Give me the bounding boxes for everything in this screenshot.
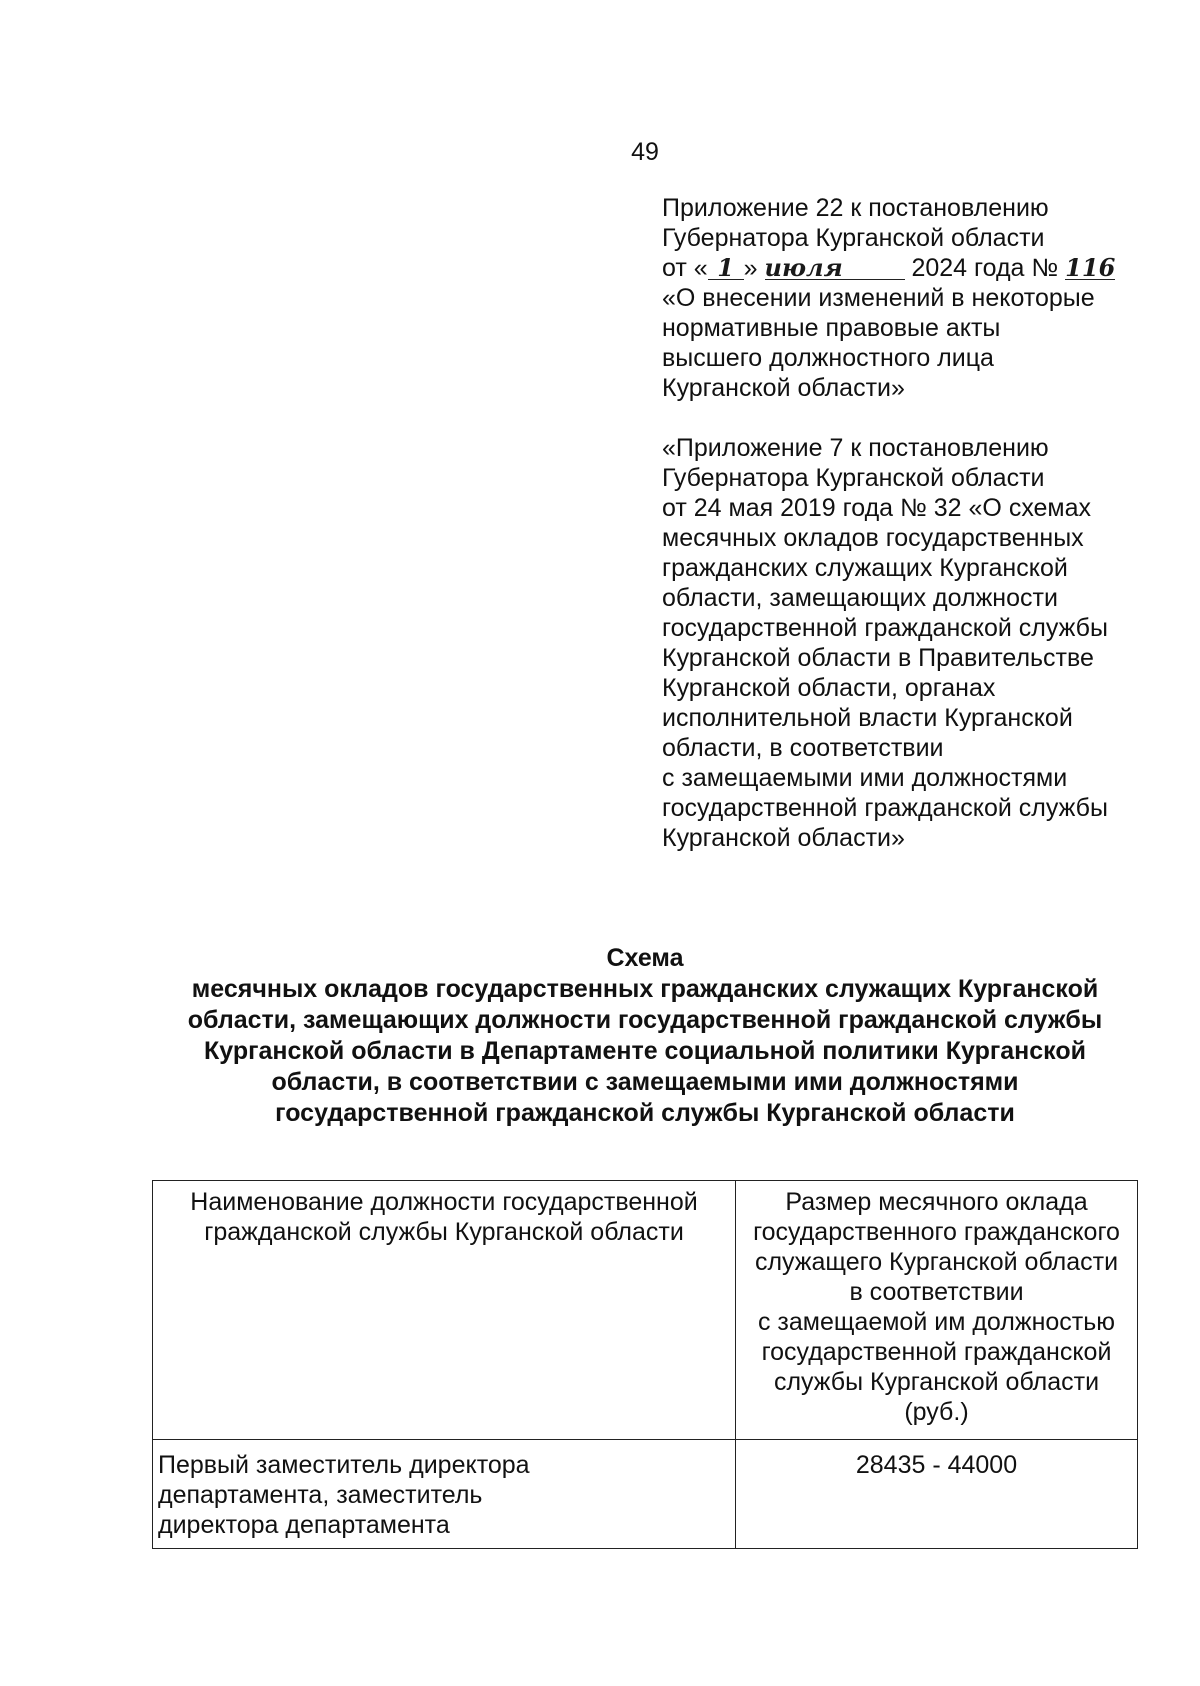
quoted-annex-line-1: «Приложение 7 к постановлению xyxy=(662,434,1049,462)
date-month-handwritten xyxy=(764,253,905,282)
quoted-annex-line-5: гражданских служащих Курганской xyxy=(662,554,1068,582)
row-name-line-2: департамента, заместитель xyxy=(158,1481,483,1509)
quoted-annex-line-12: с замещаемыми ими должностями xyxy=(662,764,1068,792)
date-year-text: 2024 года № xyxy=(911,254,1059,282)
annex-title-line-1: «О внесении изменений в некоторые xyxy=(662,284,1095,312)
quoted-annex-line-7: государственной гражданской службы xyxy=(662,614,1108,642)
header-salary-line-3: служащего Курганской области xyxy=(754,1248,1119,1276)
header-position-name xyxy=(153,1181,736,1440)
annex-title-line-2: нормативные правовые акты xyxy=(662,314,1001,342)
header-salary-line-1: Размер месячного оклада xyxy=(785,1188,1088,1216)
number-value: 116 xyxy=(1065,253,1116,282)
salary-table-wrapper xyxy=(152,1180,1138,1549)
annex-date-line xyxy=(662,253,1182,283)
row-position-name xyxy=(153,1440,736,1549)
quoted-annex-line-2: Губернатора Курганской области xyxy=(662,464,1045,492)
quoted-annex-line-11: области, в соответствии xyxy=(662,734,944,762)
header-salary xyxy=(736,1181,1138,1440)
heading-line-1: Схема xyxy=(606,944,684,972)
header-salary-line-4: в соответствии xyxy=(849,1278,1024,1306)
page-number: 49 xyxy=(631,138,659,166)
annex-title-line-4: Курганской области» xyxy=(662,374,905,402)
table-header-row xyxy=(153,1181,1138,1440)
quoted-annex-line-10: исполнительной власти Курганской xyxy=(662,704,1073,732)
row-name-line-1: Первый заместитель директора xyxy=(158,1451,530,1479)
table-row xyxy=(153,1440,1138,1549)
salary-table xyxy=(152,1180,1138,1549)
quoted-annex-line-3: от 24 мая 2019 года № 32 «О схемах xyxy=(662,494,1092,522)
scheme-heading xyxy=(150,943,1140,1129)
header-salary-line-2: государственного гражданского xyxy=(753,1218,1120,1246)
quoted-annex-line-8: Курганской области в Правительстве xyxy=(662,644,1094,672)
number-handwritten xyxy=(1065,253,1116,282)
quoted-annex-line-9: Курганской области, органах xyxy=(662,674,996,702)
row-name-line-3: директора департамента xyxy=(158,1511,450,1539)
row-salary-value: 28435 - 44000 xyxy=(736,1440,1138,1549)
annex-block xyxy=(662,193,1182,853)
date-mid: » xyxy=(743,254,758,282)
quoted-annex-line-4: месячных окладов государственных xyxy=(662,524,1084,552)
header-name-line-2: гражданской службы Курганской области xyxy=(204,1218,684,1246)
header-salary-line-5: с замещаемой им должностью xyxy=(757,1308,1116,1336)
heading-line-4: Курганской области в Департаменте социальной политики Курганской xyxy=(204,1037,1086,1065)
header-name-line-1: Наименование должности государственной xyxy=(190,1188,698,1216)
annex-title-line-3: высшего должностного лица xyxy=(662,344,994,372)
heading-line-6: государственной гражданской службы Курганской области xyxy=(275,1099,1015,1127)
heading-line-5: области, в соответствии с замещаемыми ими должностями xyxy=(271,1068,1019,1096)
date-day-handwritten xyxy=(708,253,744,282)
quoted-annex-line-13: государственной гражданской службы xyxy=(662,794,1108,822)
date-day-value: 1 xyxy=(717,253,734,282)
date-prefix: от « xyxy=(662,254,708,282)
quoted-annex-line-14: Курганской области» xyxy=(662,824,905,852)
header-salary-line-7: службы Курганской области xyxy=(773,1368,1100,1396)
quoted-annex-line-6: области, замещающих должности xyxy=(662,584,1058,612)
annex-line-2: Губернатора Курганской области xyxy=(662,224,1045,252)
header-salary-line-8: (руб.) xyxy=(904,1398,969,1426)
date-month-value: июля xyxy=(764,253,843,282)
heading-line-3: области, замещающих должности государственной гражданской службы xyxy=(187,1006,1103,1034)
heading-line-2: месячных окладов государственных гражданских служащих Курганской xyxy=(191,975,1099,1003)
header-salary-line-6: государственной гражданской xyxy=(761,1338,1112,1366)
annex-line-1: Приложение 22 к постановлению xyxy=(662,194,1049,222)
